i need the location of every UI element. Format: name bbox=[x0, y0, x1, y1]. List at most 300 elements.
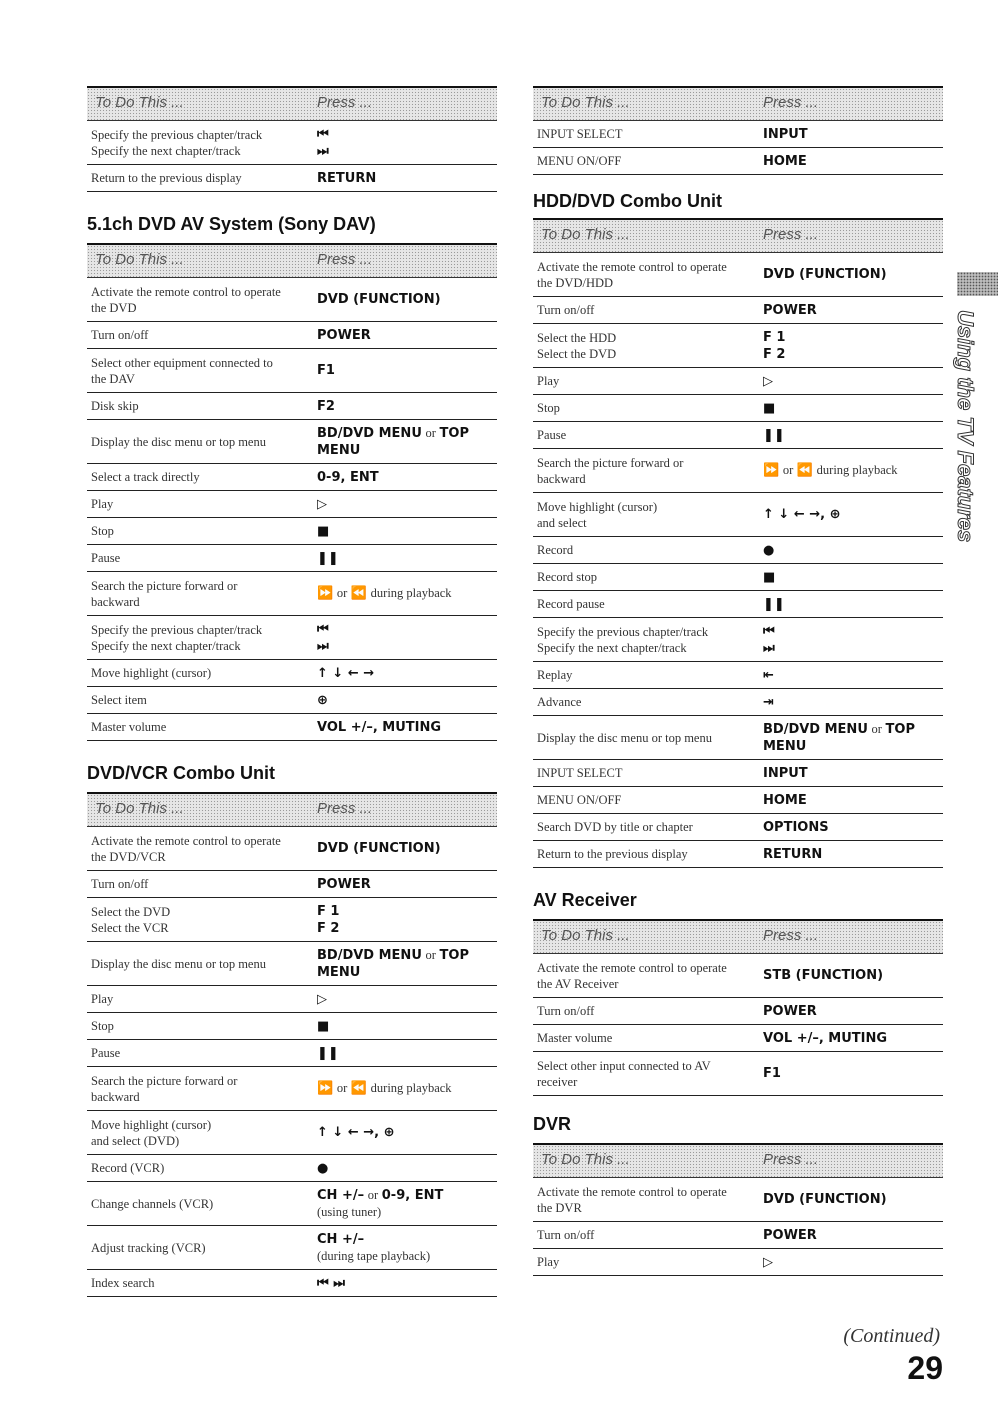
description-line: Select a track directly bbox=[91, 470, 200, 484]
key-instruction bbox=[763, 1065, 943, 1082]
key-instruction bbox=[763, 765, 943, 782]
key-label: ■ bbox=[763, 569, 776, 585]
key-instruction bbox=[317, 1018, 497, 1035]
key-instruction bbox=[317, 876, 497, 893]
action-description bbox=[533, 302, 763, 318]
table-row bbox=[87, 545, 497, 572]
key-instruction bbox=[317, 550, 497, 567]
header-press-label: Press ... bbox=[763, 226, 819, 243]
action-description bbox=[87, 550, 317, 566]
key-instruction bbox=[317, 1080, 497, 1097]
table-row bbox=[87, 491, 497, 518]
table-row bbox=[87, 1067, 497, 1111]
table bbox=[87, 86, 497, 192]
description-line: Select other input connected to AV bbox=[537, 1058, 711, 1073]
action-description bbox=[533, 1184, 763, 1216]
description-line: Activate the remote control to operate bbox=[537, 1184, 727, 1199]
action-description bbox=[87, 904, 317, 936]
action-description bbox=[533, 126, 763, 142]
header-todo-label: To Do This ... bbox=[541, 94, 630, 111]
table-row bbox=[533, 564, 943, 591]
description-line: MENU ON/OFF bbox=[537, 793, 622, 807]
key-label: ⏭ bbox=[317, 143, 329, 159]
action-description bbox=[87, 398, 317, 414]
description-line: Activate the remote control to operate bbox=[91, 833, 281, 848]
description-line: Master volume bbox=[537, 1031, 613, 1045]
table-header bbox=[87, 86, 497, 121]
key-line bbox=[763, 1254, 943, 1271]
key-line bbox=[763, 765, 943, 782]
key-label: ■ bbox=[317, 523, 330, 539]
key-instruction bbox=[763, 792, 943, 809]
table-header bbox=[533, 919, 943, 954]
key-label: F 2 bbox=[317, 920, 340, 936]
key-label: ❚❚ bbox=[763, 427, 785, 443]
section-title-avr: AV Receiver bbox=[533, 890, 637, 910]
key-label: ● bbox=[763, 542, 775, 558]
description-line: Index search bbox=[91, 1276, 155, 1290]
table-row bbox=[533, 324, 943, 368]
side-tab-marker bbox=[957, 272, 998, 296]
table-row bbox=[533, 689, 943, 716]
description-line: Play bbox=[91, 992, 114, 1006]
table-row bbox=[533, 814, 943, 841]
key-line bbox=[317, 947, 497, 964]
description-line: Turn on/off bbox=[91, 328, 149, 342]
description-line: Replay bbox=[537, 668, 573, 682]
key-instruction bbox=[317, 1187, 497, 1220]
action-description bbox=[533, 542, 763, 558]
key-line bbox=[763, 542, 943, 559]
action-description bbox=[533, 153, 763, 169]
connector-text: during playback bbox=[370, 586, 452, 600]
table-row bbox=[87, 1182, 497, 1226]
key-label: POWER bbox=[763, 1227, 817, 1243]
description-line: and select (DVD) bbox=[91, 1133, 180, 1148]
key-instruction bbox=[317, 327, 497, 344]
key-line bbox=[763, 738, 943, 755]
action-description bbox=[533, 400, 763, 416]
key-instruction bbox=[763, 153, 943, 170]
key-instruction bbox=[317, 398, 497, 415]
table-row bbox=[87, 1270, 497, 1297]
table bbox=[87, 243, 497, 741]
description-line: Specify the next chapter/track bbox=[91, 143, 241, 158]
header-press-label: Press ... bbox=[317, 800, 373, 817]
description-line: the DVD/HDD bbox=[537, 275, 614, 290]
key-line bbox=[763, 640, 943, 657]
description-line: MENU ON/OFF bbox=[537, 154, 622, 168]
key-instruction bbox=[763, 967, 943, 984]
description-line: Select the VCR bbox=[91, 920, 169, 935]
key-label: ⏩ bbox=[317, 586, 334, 601]
description-line: Pause bbox=[537, 428, 567, 442]
action-description bbox=[87, 355, 317, 387]
key-instruction bbox=[317, 1124, 497, 1141]
table-row bbox=[533, 422, 943, 449]
description-line: Display the disc menu or top menu bbox=[91, 956, 266, 971]
description-line: Move highlight (cursor) bbox=[91, 1117, 212, 1132]
action-description bbox=[87, 127, 317, 159]
table bbox=[533, 218, 943, 868]
key-label: RETURN bbox=[763, 846, 823, 862]
action-description bbox=[533, 792, 763, 808]
key-instruction bbox=[763, 126, 943, 143]
action-description bbox=[87, 833, 317, 865]
key-label: 0-9, ENT bbox=[381, 1188, 444, 1203]
key-label: VOL +/–, MUTING bbox=[317, 719, 442, 735]
table-header bbox=[533, 86, 943, 121]
description-line: Pause bbox=[91, 1046, 121, 1060]
key-line bbox=[317, 362, 497, 379]
table-row bbox=[533, 537, 943, 564]
description-line: the AV Receiver bbox=[537, 976, 619, 991]
key-label: VOL +/–, MUTING bbox=[763, 1030, 888, 1046]
key-line bbox=[317, 585, 497, 602]
description-line: Select other equipment connected to bbox=[91, 355, 273, 370]
description-line: Stop bbox=[91, 524, 114, 538]
action-description bbox=[87, 692, 317, 708]
action-description bbox=[87, 327, 317, 343]
description-line: backward bbox=[91, 594, 140, 609]
table-header bbox=[533, 218, 943, 253]
description-line: Search the picture forward or bbox=[537, 455, 684, 470]
description-line: the DVD bbox=[91, 300, 137, 315]
key-label: ■ bbox=[317, 1018, 330, 1034]
action-description bbox=[87, 1160, 317, 1176]
header-todo-label: To Do This ... bbox=[95, 251, 184, 268]
key-label: ▷ bbox=[317, 496, 327, 512]
key-label: ❚❚ bbox=[317, 550, 339, 566]
key-label: ▷ bbox=[763, 1254, 773, 1270]
action-description bbox=[87, 876, 317, 892]
description-line: Specify the next chapter/track bbox=[537, 640, 687, 655]
key-line bbox=[763, 623, 943, 640]
key-instruction bbox=[763, 1030, 943, 1047]
description-line: Disk skip bbox=[91, 399, 139, 413]
key-label: BD/DVD MENU bbox=[317, 947, 422, 963]
left-column bbox=[87, 86, 497, 1297]
section-title-dvdvcr: DVD/VCR Combo Unit bbox=[87, 763, 275, 783]
key-instruction bbox=[317, 947, 497, 981]
action-description bbox=[533, 569, 763, 585]
action-description bbox=[533, 427, 763, 443]
description-line: Move highlight (cursor) bbox=[537, 499, 658, 514]
key-instruction bbox=[763, 694, 943, 711]
key-line bbox=[763, 846, 943, 863]
key-label: HOME bbox=[763, 792, 807, 808]
key-line bbox=[317, 991, 497, 1008]
key-label: INPUT bbox=[763, 126, 808, 142]
key-note: (during tape playback) bbox=[317, 1249, 431, 1263]
table-row bbox=[87, 121, 497, 165]
description-line: Record (VCR) bbox=[91, 1161, 165, 1175]
key-instruction bbox=[763, 373, 943, 390]
table bbox=[87, 792, 497, 1297]
key-line bbox=[317, 719, 497, 736]
connector-text: or bbox=[871, 721, 882, 736]
action-description bbox=[533, 1003, 763, 1019]
action-description bbox=[87, 1117, 317, 1149]
key-instruction bbox=[317, 126, 497, 160]
key-line bbox=[763, 400, 943, 417]
key-line bbox=[317, 876, 497, 893]
key-line bbox=[317, 920, 497, 937]
description-line: Specify the previous chapter/track bbox=[537, 624, 709, 639]
key-line bbox=[763, 302, 943, 319]
key-line bbox=[317, 398, 497, 415]
key-label: INPUT bbox=[763, 765, 808, 781]
key-label: ❚❚ bbox=[317, 1045, 339, 1061]
key-line bbox=[317, 291, 497, 308]
table-row bbox=[533, 954, 943, 998]
action-description bbox=[87, 1045, 317, 1061]
table-row bbox=[87, 898, 497, 942]
table-row bbox=[533, 449, 943, 493]
key-line bbox=[763, 667, 943, 684]
key-instruction bbox=[317, 1231, 497, 1264]
table-row bbox=[533, 395, 943, 422]
key-instruction bbox=[763, 819, 943, 836]
key-line bbox=[763, 1003, 943, 1020]
action-description bbox=[87, 1073, 317, 1105]
description-line: Pause bbox=[91, 551, 121, 565]
key-instruction bbox=[763, 721, 943, 755]
key-line bbox=[317, 840, 497, 857]
description-line: Advance bbox=[537, 695, 582, 709]
description-line: INPUT SELECT bbox=[537, 766, 623, 780]
connector-text: or bbox=[425, 947, 436, 962]
key-line bbox=[763, 569, 943, 586]
table bbox=[533, 919, 943, 1096]
table-row bbox=[87, 322, 497, 349]
action-description bbox=[533, 730, 763, 746]
key-line bbox=[317, 170, 497, 187]
key-line bbox=[317, 1124, 497, 1141]
action-description bbox=[533, 1058, 763, 1090]
description-line: Display the disc menu or top menu bbox=[537, 730, 712, 745]
table-row bbox=[533, 662, 943, 689]
key-line bbox=[763, 373, 943, 390]
description-line: Record stop bbox=[537, 570, 598, 584]
key-label: BD/DVD MENU bbox=[763, 721, 868, 737]
key-instruction bbox=[763, 846, 943, 863]
key-label: OPTIONS bbox=[763, 819, 829, 835]
key-label: ⇤ bbox=[763, 667, 774, 683]
key-instruction bbox=[317, 1275, 497, 1292]
table-row bbox=[533, 148, 943, 175]
key-instruction bbox=[763, 596, 943, 613]
table-row bbox=[87, 518, 497, 545]
key-line bbox=[317, 1080, 497, 1097]
table-row bbox=[87, 1155, 497, 1182]
key-label: ⏪ bbox=[350, 1081, 368, 1096]
key-instruction bbox=[763, 569, 943, 586]
key-line bbox=[763, 506, 943, 523]
table-row bbox=[533, 1249, 943, 1276]
table-row bbox=[87, 165, 497, 192]
page-number: 29 bbox=[907, 1350, 943, 1386]
key-line bbox=[763, 266, 943, 283]
key-instruction bbox=[317, 692, 497, 709]
description-line: the DVD/VCR bbox=[91, 849, 166, 864]
description-line: Return to the previous display bbox=[537, 847, 688, 861]
action-description bbox=[533, 1030, 763, 1046]
key-line bbox=[763, 427, 943, 444]
key-line bbox=[317, 1045, 497, 1062]
table-row bbox=[87, 616, 497, 660]
key-label: ⏮ bbox=[763, 623, 775, 639]
description-line: Search the picture forward or bbox=[91, 578, 238, 593]
key-line bbox=[763, 596, 943, 613]
description-line: Turn on/off bbox=[537, 1004, 595, 1018]
key-line bbox=[317, 327, 497, 344]
table-row bbox=[87, 1013, 497, 1040]
table-row bbox=[533, 1178, 943, 1222]
key-instruction bbox=[317, 991, 497, 1008]
key-label: 0-9, ENT bbox=[317, 469, 379, 485]
description-line: Activate the remote control to operate bbox=[91, 284, 281, 299]
key-line bbox=[763, 126, 943, 143]
key-line bbox=[763, 721, 943, 738]
description-line: Turn on/off bbox=[537, 303, 595, 317]
description-line: backward bbox=[91, 1089, 140, 1104]
key-instruction bbox=[317, 469, 497, 486]
key-label: BD/DVD MENU bbox=[317, 425, 422, 441]
action-description bbox=[87, 170, 317, 186]
action-description bbox=[87, 956, 317, 972]
key-label: ❚❚ bbox=[763, 596, 785, 612]
key-line bbox=[763, 967, 943, 984]
key-label: ⏪ bbox=[796, 463, 814, 478]
description-line: Return to the previous display bbox=[91, 171, 242, 185]
key-line bbox=[763, 694, 943, 711]
key-label: ⏪ bbox=[350, 586, 368, 601]
key-label: ↑ ↓ ← → bbox=[317, 665, 375, 681]
action-description bbox=[87, 523, 317, 539]
table-row bbox=[87, 942, 497, 986]
key-line bbox=[763, 153, 943, 170]
action-description bbox=[87, 469, 317, 485]
description-line: the DVR bbox=[537, 1200, 582, 1215]
connector-text: or bbox=[425, 425, 436, 440]
action-description bbox=[87, 1275, 317, 1291]
table-row bbox=[533, 1222, 943, 1249]
key-label: TOP bbox=[439, 947, 469, 963]
header-press-label: Press ... bbox=[763, 94, 819, 111]
action-description bbox=[533, 596, 763, 612]
description-line: INPUT SELECT bbox=[537, 127, 623, 141]
key-line bbox=[317, 665, 497, 682]
key-label: HOME bbox=[763, 153, 807, 169]
table-row bbox=[533, 121, 943, 148]
table-row bbox=[87, 871, 497, 898]
key-label: ■ bbox=[763, 400, 776, 416]
table-row bbox=[87, 1111, 497, 1155]
connector-text: or bbox=[367, 1188, 379, 1202]
header-todo-label: To Do This ... bbox=[541, 1151, 630, 1168]
key-instruction bbox=[763, 400, 943, 417]
key-label: F1 bbox=[317, 363, 335, 378]
description-line: Master volume bbox=[91, 720, 167, 734]
description-line: Activate the remote control to operate bbox=[537, 960, 727, 975]
key-instruction bbox=[763, 266, 943, 283]
key-label: TOP bbox=[439, 425, 469, 441]
table-row bbox=[533, 1025, 943, 1052]
section-title-dav: 5.1ch DVD AV System (Sony DAV) bbox=[87, 214, 376, 234]
action-description bbox=[533, 846, 763, 862]
key-line bbox=[763, 346, 943, 363]
key-label: MENU bbox=[317, 442, 361, 458]
table-row bbox=[87, 278, 497, 322]
table-row bbox=[87, 393, 497, 420]
description-line: the DAV bbox=[91, 371, 135, 386]
description-line: Select the DVD bbox=[537, 346, 617, 361]
key-instruction bbox=[317, 291, 497, 308]
action-description bbox=[533, 819, 763, 835]
table-row bbox=[87, 572, 497, 616]
header-todo-label: To Do This ... bbox=[541, 226, 630, 243]
table-row bbox=[87, 349, 497, 393]
key-label: ▷ bbox=[317, 991, 327, 1007]
key-label: F1 bbox=[763, 1066, 781, 1081]
key-label: ⏮ bbox=[317, 621, 329, 637]
description-line: Change channels (VCR) bbox=[91, 1196, 214, 1211]
key-label: ⏭ bbox=[317, 638, 329, 654]
description-line: Specify the next chapter/track bbox=[91, 638, 241, 653]
key-line bbox=[317, 469, 497, 486]
key-label: ↑ ↓ ← →, ⊕ bbox=[763, 507, 841, 522]
header-todo-label: To Do This ... bbox=[95, 800, 184, 817]
table-row bbox=[87, 1226, 497, 1270]
action-description bbox=[87, 434, 317, 450]
table-row bbox=[533, 1052, 943, 1096]
table-row bbox=[533, 591, 943, 618]
key-instruction bbox=[763, 623, 943, 657]
connector-text: or bbox=[336, 1081, 348, 1095]
key-line bbox=[317, 638, 497, 655]
action-description bbox=[87, 578, 317, 610]
table-row bbox=[87, 827, 497, 871]
key-label: POWER bbox=[763, 302, 817, 318]
table-row bbox=[533, 368, 943, 395]
key-label: ▷ bbox=[763, 373, 773, 389]
action-description bbox=[533, 1254, 763, 1270]
table-row bbox=[533, 760, 943, 787]
key-line bbox=[317, 442, 497, 459]
key-label: F 1 bbox=[317, 903, 340, 919]
header-todo-label: To Do This ... bbox=[541, 927, 630, 944]
action-description bbox=[533, 330, 763, 362]
key-instruction bbox=[763, 1254, 943, 1271]
description-line: Stop bbox=[537, 401, 560, 415]
action-description bbox=[87, 1196, 317, 1212]
table-row bbox=[87, 986, 497, 1013]
key-line bbox=[317, 143, 497, 160]
key-instruction bbox=[317, 719, 497, 736]
table bbox=[533, 86, 943, 175]
connector-text: during playback bbox=[816, 463, 898, 477]
key-instruction bbox=[763, 1227, 943, 1244]
action-description bbox=[87, 284, 317, 316]
key-label: ⏮ ⏭ bbox=[317, 1275, 345, 1291]
key-instruction bbox=[317, 523, 497, 540]
key-label: ⊕ bbox=[317, 692, 328, 708]
table-row bbox=[533, 618, 943, 662]
key-instruction bbox=[763, 542, 943, 559]
action-description bbox=[87, 496, 317, 512]
key-line bbox=[317, 621, 497, 638]
